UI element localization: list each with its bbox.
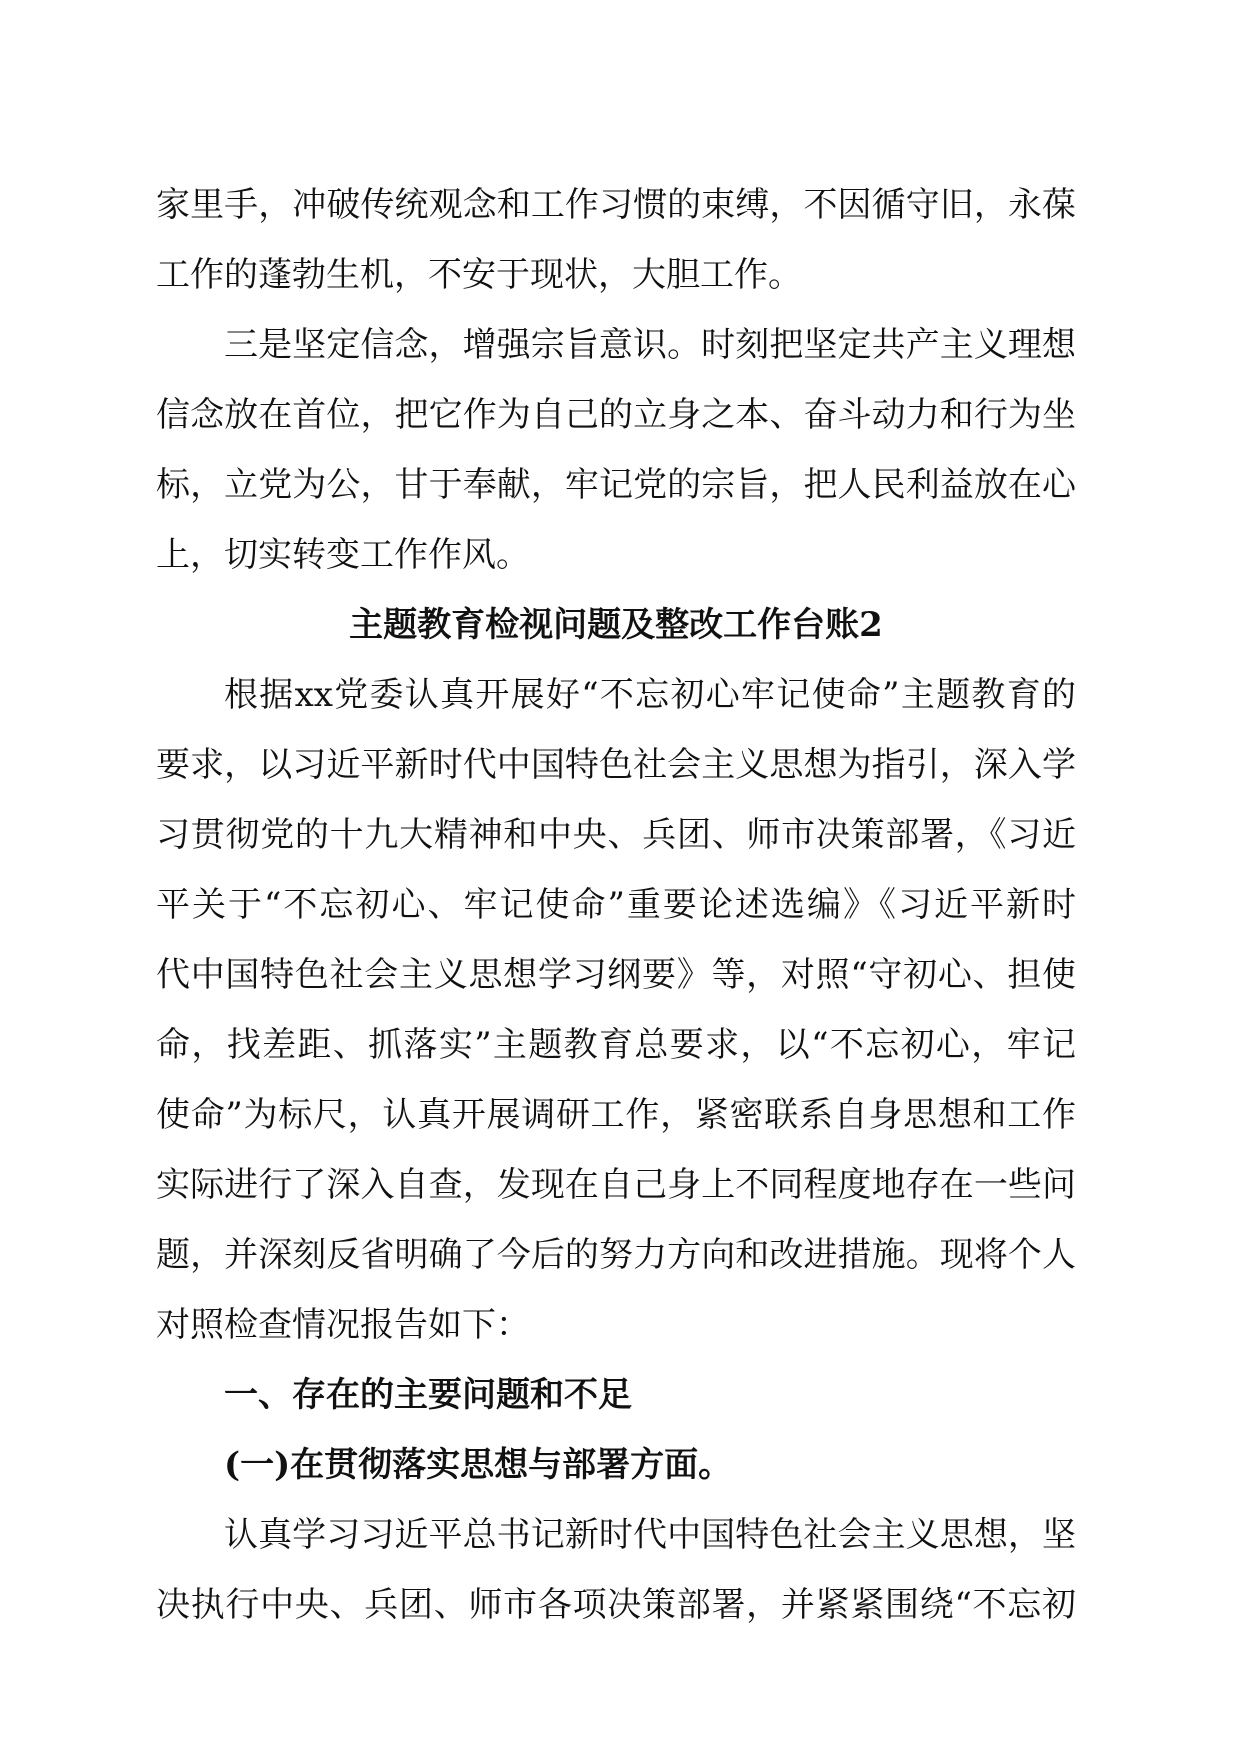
paragraph-line: 标，立党为公，甘于奉献，牢记党的宗旨，把人民利益放在心 (156, 465, 1076, 505)
section-heading: 一、存在的主要问题和不足 (224, 1375, 632, 1415)
paragraph-line: 认真学习习近平总书记新时代中国特色社会主义思想，坚 (224, 1515, 1076, 1555)
paragraph-line: 平关于“不忘初心、牢记使命”重要论述选编》《习近平新时 (156, 885, 1076, 925)
paragraph-line: 家里手，冲破传统观念和工作习惯的束缚，不因循守旧，永葆 (156, 185, 1076, 225)
paragraph-line: 习贯彻党的十九大精神和中央、兵团、师市决策部署，《习近 (156, 815, 1076, 855)
paragraph-line: 信念放在首位，把它作为自己的立身之本、奋斗动力和行为坐 (156, 395, 1076, 435)
paragraph-line: 对照检查情况报告如下： (156, 1305, 530, 1345)
paragraph-line: 命，找差距、抓落实”主题教育总要求，以“不忘初心，牢记 (156, 1025, 1076, 1065)
paragraph-line: 根据xx党委认真开展好“不忘初心牢记使命”主题教育的 (224, 675, 1076, 715)
paragraph-line: 决执行中央、兵团、师市各项决策部署，并紧紧围绕“不忘初 (156, 1585, 1076, 1625)
paragraph-line: 工作的蓬勃生机，不安于现状，大胆工作。 (156, 255, 802, 295)
paragraph-line: 实际进行了深入自查，发现在自己身上不同程度地存在一些问 (156, 1165, 1076, 1205)
paragraph-line: 要求，以习近平新时代中国特色社会主义思想为指引，深入学 (156, 745, 1076, 785)
paragraph-line: 使命”为标尺，认真开展调研工作，紧密联系自身思想和工作 (156, 1095, 1076, 1135)
paragraph-line: 题，并深刻反省明确了今后的努力方向和改进措施。现将个人 (156, 1235, 1076, 1275)
document-page (156, 170, 1076, 1640)
paragraph-line: 三是坚定信念，增强宗旨意识。时刻把坚定共产主义理想 (224, 325, 1076, 365)
paragraph-line: 代中国特色社会主义思想学习纲要》等，对照“守初心、担使 (156, 955, 1076, 995)
paragraph-line: 上，切实转变工作作风。 (156, 535, 530, 575)
section-title: 主题教育检视问题及整改工作台账2 (349, 605, 883, 645)
subsection-heading: (一)在贯彻落实思想与部署方面。 (224, 1445, 733, 1485)
